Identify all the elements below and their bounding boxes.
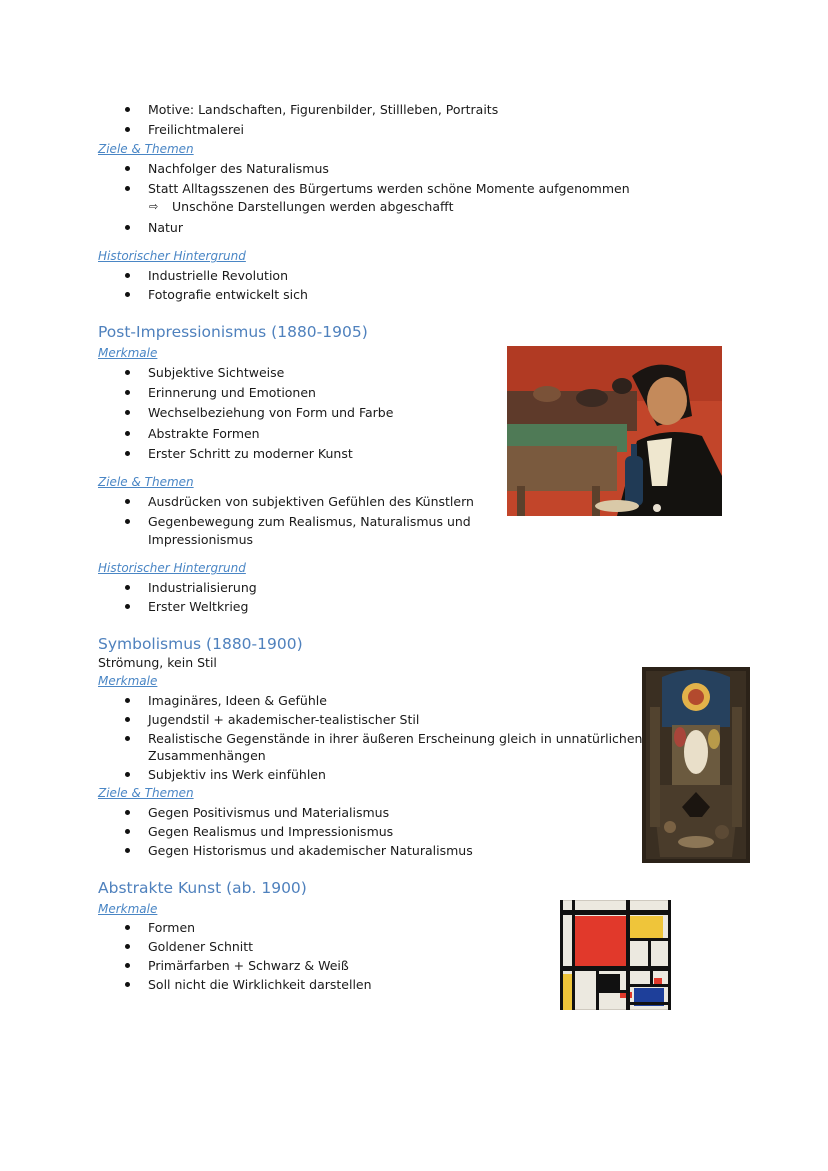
list-item: Wechselbeziehung von Form und Farbe [148,405,394,420]
list-item: Erster Weltkrieg [148,599,249,614]
list-item: Gegen Positivismus und Materialismus [148,805,390,820]
list-item: Goldener Schnitt [148,939,254,954]
list-item: Primärfarben + Schwarz & Weiß [148,958,349,973]
section-heading-symbolismus: Symbolismus (1880-1900) [98,635,303,653]
section-heading-abstrakte-kunst: Abstrakte Kunst (ab. 1900) [98,879,307,897]
painting-cafe-svg [507,346,722,516]
list-item: Gegen Realismus und Impressionismus [148,824,394,839]
list-item: Natur [148,220,183,235]
list-item: Statt Alltagsszenen des Bürgertums werden schöne Momente aufgenommen [148,181,630,196]
list-item-continuation: Impressionismus [148,532,254,547]
list-item: Subjektive Sichtweise [148,365,285,380]
list-item-continuation: Zusammenhängen [148,748,266,763]
list-item: Soll nicht die Wirklichkeit darstellen [148,977,372,992]
arrow-list-item [149,198,454,215]
list-item: Erster Schritt zu moderner Kunst [148,446,353,461]
painting-mondrian-image [560,900,671,1010]
section-heading-post-impressionismus: Post-Impressionismus (1880-1905) [98,323,368,341]
arrow-item-text: Unschöne Darstellungen werden abgeschafft [172,199,454,214]
subheading-merkmale: Merkmale [98,346,158,360]
subheading-historischer-hintergrund: Historischer Hintergrund [98,249,246,263]
list-item: Erinnerung und Emotionen [148,385,316,400]
painting-cafe-image [507,346,722,516]
list-item: Industrialisierung [148,580,257,595]
list-item: Jugendstil + akademischer-tealistischer Stil [148,712,420,727]
subheading-ziele: Ziele & Themen [98,142,194,156]
list-item: Gegenbewegung zum Realismus, Naturalismus und [148,514,471,529]
list-item: Abstrakte Formen [148,426,260,441]
list-item: Nachfolger des Naturalismus [148,161,329,176]
list-item: Formen [148,920,196,935]
subheading-merkmale: Merkmale [98,902,158,916]
list-item: Ausdrücken von subjektiven Gefühlen des Künstlern [148,494,474,509]
list-item: Industrielle Revolution [148,268,288,283]
subheading-merkmale: Merkmale [98,674,158,688]
subheading-historischer-hintergrund: Historischer Hintergrund [98,561,246,575]
arrow-right-icon: ⇨ [149,200,159,213]
subheading-ziele: Ziele & Themen [98,475,194,489]
list-item: Motive: Landschaften, Figurenbilder, Stillleben, Portraits [148,102,499,117]
section-intro: Strömung, kein Stil [98,655,217,670]
list-item: Gegen Historismus und akademischer Naturalismus [148,843,473,858]
list-item: Imaginäres, Ideen & Gefühle [148,693,327,708]
list-item: Realistische Gegenstände in ihrer äußeren Erscheinung gleich in unnatürlichen [148,731,643,746]
list-item: Fotografie entwickelt sich [148,287,308,302]
painting-mondrian-svg [560,900,671,1010]
list-item: Freilichtmalerei [148,122,244,137]
list-item: Subjektiv ins Werk einfühlen [148,767,326,782]
painting-symbolist-svg [642,667,750,863]
subheading-ziele: Ziele & Themen [98,786,194,800]
painting-symbolist-image [642,667,750,863]
